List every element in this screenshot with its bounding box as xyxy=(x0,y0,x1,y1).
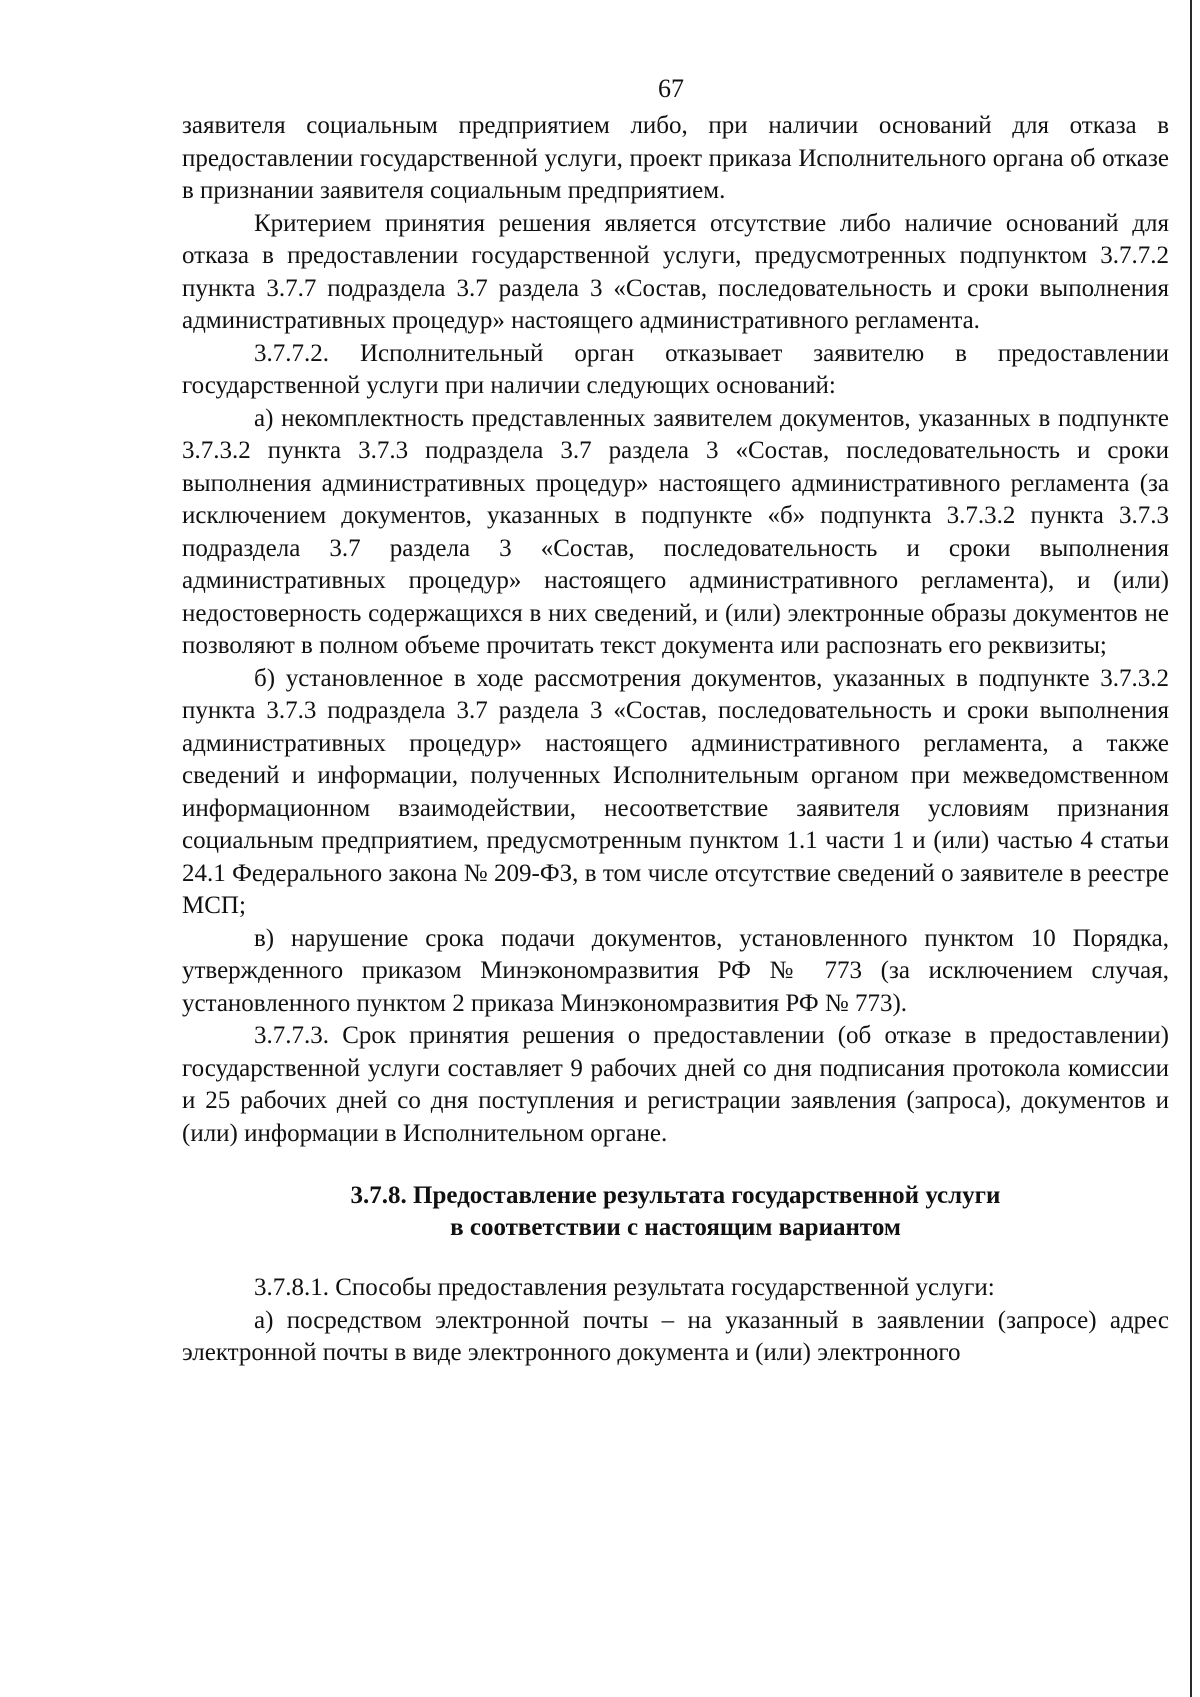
paragraphs-top xyxy=(182,110,1169,1150)
section-heading xyxy=(182,1180,1169,1244)
paragraph: а) некомплектность представленных заявителем документов, указанных в подпункте 3.7.3.2 пункта 3.7.3 подраздела 3.7 раздела 3 «Состав, последовательность и сроки выполнения административных процедур» настоящего административного регламента (за исключением документов, указанных в подпункте «б» подпункта 3.7.3.2 пункта 3.7.3 подраздела 3.7 раздела 3 «Состав, последовательность и сроки выполнения административных процедур» настоящего административного регламента), и (или) недостоверность содержащихся в них сведений, и (или) электронные образы документов не позволяют в полном объеме прочитать текст документа или распознать его реквизиты; xyxy=(182,404,1169,659)
section-heading-line-2: в соответствии с настоящим вариантом xyxy=(450,1214,901,1241)
paragraph: 3.7.7.2. Исполнительный орган отказывает заявителю в предоставлении государственной услуги при наличии следующих оснований: xyxy=(182,339,1169,399)
page-edge-line xyxy=(1190,0,1192,1697)
paragraph: в) нарушение срока подачи документов, установленного пунктом 10 Порядка, утвержденного приказом Минэкономразвития РФ № 773 (за исключением случая, установленного пунктом 2 приказа Минэкономразвития РФ № 773). xyxy=(182,924,1169,1017)
paragraph: б) установленное в ходе рассмотрения документов, указанных в подпункте 3.7.3.2 пункта 3.7.3 подраздела 3.7 раздела 3 «Состав, последовательность и сроки выполнения административных процедур» настоящего административного регламента, а также сведений и информации, полученных Исполнительным органом при межведомственном информационном взаимодействии, несоответствие заявителя условиям признания социальным предприятием, предусмотренным пунктом 1.1 части 1 и (или) частью 4 статьи 24.1 Федерального закона № 209-ФЗ, в том числе отсутствие сведений о заявителе в реестре МСП; xyxy=(182,664,1169,919)
paragraph: 3.7.7.3. Срок принятия решения о предоставлении (об отказе в предоставлении) государственной услуги составляет 9 рабочих дней со дня подписания протокола комиссии и 25 рабочих дней со дня поступления и регистрации заявления (запроса), документов и (или) информации в Исполнительном органе. xyxy=(182,1022,1169,1147)
paragraph: Критерием принятия решения является отсутствие либо наличие оснований для отказа в предоставлении государственной услуги, предусмотренных подпунктом 3.7.7.2 пункта 3.7.7 подраздела 3.7 раздела 3 «Состав, последовательность и сроки выполнения административных процедур» настоящего административного регламента. xyxy=(182,209,1169,334)
section-heading-line-1: 3.7.8. Предоставление результата государственной услуги xyxy=(350,1182,1001,1209)
paragraphs-bottom xyxy=(182,1272,1169,1370)
paragraph: заявителя социальным предприятием либо, при наличии оснований для отказа в предоставлении государственной услуги, проект приказа Исполнительного органа об отказе в признании заявителя социальным предприятием. xyxy=(182,112,1169,204)
paragraph: а) посредством электронной почты – на указанный в заявлении (запросе) адрес электронной почты в виде электронного документа и (или) электронного xyxy=(182,1306,1169,1366)
paragraph: 3.7.8.1. Способы предоставления результата государственной услуги: xyxy=(254,1274,995,1301)
page-number: 67 xyxy=(658,74,684,103)
document-body xyxy=(182,110,1169,1370)
